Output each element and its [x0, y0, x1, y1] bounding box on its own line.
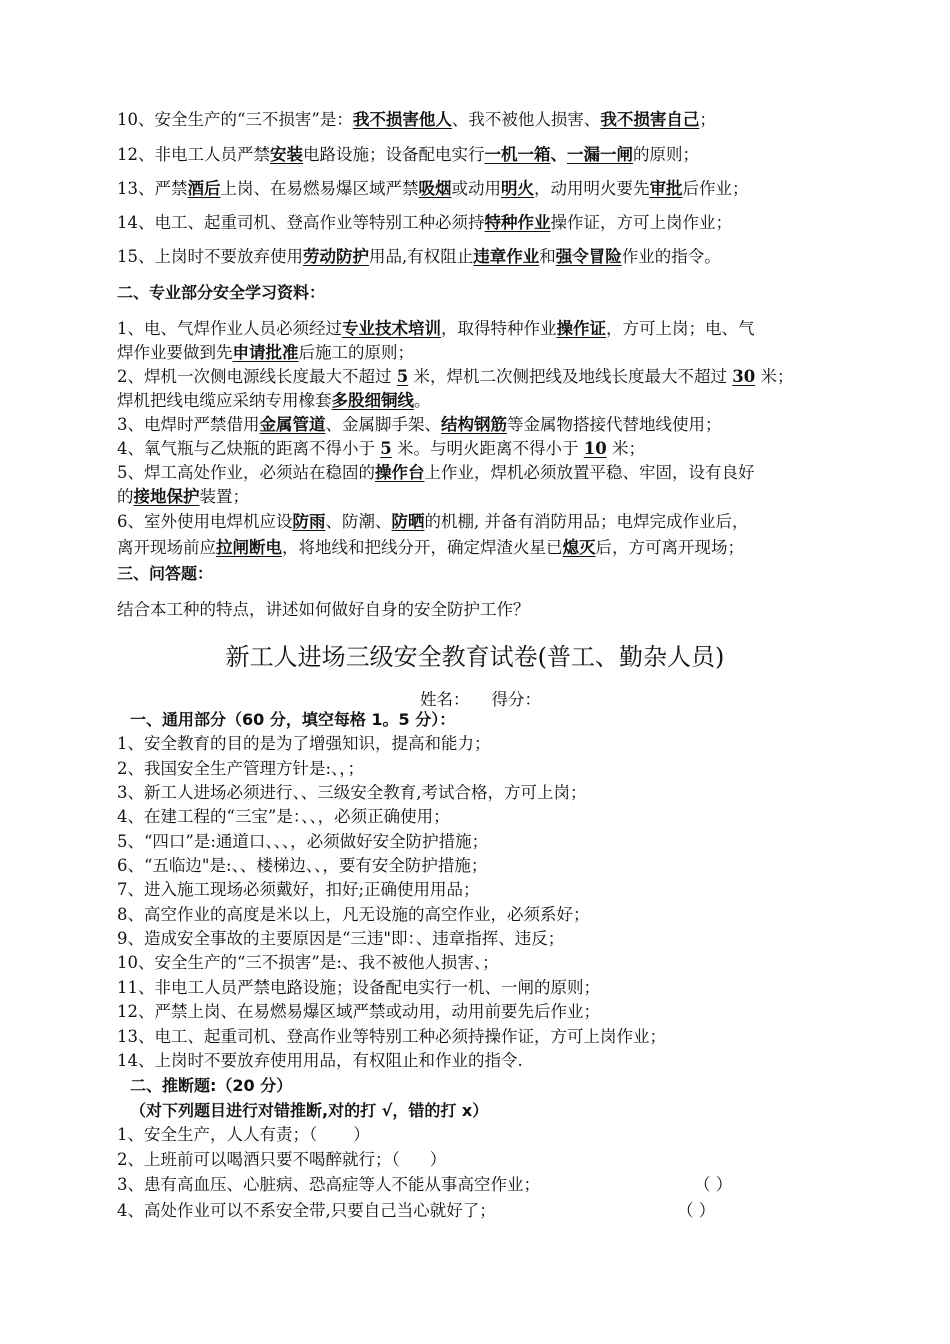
text: ，动用明火要先 [534, 179, 650, 198]
answer: 我不损害他人 [352, 110, 452, 129]
para-2-cont [117, 391, 431, 411]
tf-question [117, 1125, 370, 1145]
exam-question: 12、严禁上岗、在易燃易爆区域严禁或动用，动用前要先后作业； [117, 1002, 600, 1021]
para-6-cont [117, 538, 744, 558]
text: 、防潮、 [325, 512, 392, 531]
exam-question: 6、“五临边"是:、、楼梯边、、，要有安全防护措施； [117, 856, 488, 875]
text: 、我不被他人损害、 [451, 110, 601, 129]
text: 3、患有高血压、心脏病、恐高症等人不能从事高空作业； [117, 1175, 540, 1194]
text: 13、严禁 [117, 179, 188, 198]
text: 后作业； [682, 179, 749, 198]
text: 4、高处作业可以不系安全带,只要自己当心就好了； [117, 1201, 496, 1220]
answer: 金属管道 [259, 415, 326, 434]
item-12 [117, 145, 699, 165]
score-label: 得分： [491, 690, 541, 709]
text: 米； [606, 439, 645, 458]
answer: 违章作业 [473, 247, 540, 266]
text: 1、安全生产，人人有责；（ [117, 1125, 318, 1144]
exam-question: 7、进入施工现场必须戴好，扣好;正确使用用品； [117, 880, 480, 899]
text: ； [699, 110, 716, 129]
answer: 接地保护 [133, 487, 200, 506]
text: ，将地线和把线分开，确定焊渣火星已 [282, 538, 563, 557]
answer: 防晒 [391, 512, 425, 531]
item-15 [117, 247, 721, 267]
essay-question: 结合本工种的特点，讲述如何做好自身的安全防护工作？ [117, 600, 530, 619]
text: 上岗、在易燃易爆区域严禁 [220, 179, 419, 198]
exam-question: 3、新工人进场必须进行、、三级安全教育,考试合格，方可上岗； [117, 783, 587, 802]
exam-question: 10、安全生产的“三不损害”是:、我不被他人损害、； [117, 953, 499, 972]
exam-question: 4、在建工程的“三宝”是：、、，必须正确使用； [117, 807, 450, 826]
text: 4、氧气瓶与乙炔瓶的距离不得小于 [117, 439, 381, 458]
answer: 审批 [649, 179, 683, 198]
text: 5、焊工高处作业，必须站在稳固的 [117, 463, 375, 482]
item-13 [117, 179, 749, 199]
answer-blank[interactable]: ） [429, 1150, 447, 1169]
text: 1、电、气焊作业人员必须经过 [117, 319, 342, 338]
answer-blank[interactable]: ） [353, 1125, 370, 1144]
answer: 5 [396, 367, 409, 386]
answer: 防雨 [292, 512, 326, 531]
name-label: 姓名： [420, 690, 470, 709]
answer: 明火 [501, 179, 534, 198]
answer: 强令冒险 [555, 247, 622, 266]
answer: 安装 [270, 145, 303, 164]
item-14 [117, 213, 732, 233]
para-6 [117, 512, 749, 532]
answer: 熄灭 [562, 538, 596, 557]
text: 6、室外使用电焊机应设 [117, 512, 293, 531]
text: ，取得特种作业 [441, 319, 557, 338]
answer: 一机一箱 [484, 145, 551, 164]
exam-question: 5、“四口”是:通道口、、、，必须做好安全防护措施； [117, 832, 489, 851]
answer: 特种作业 [484, 213, 551, 232]
part-2-note: （对下列题目进行对错推断,对的打 √，错的打 x） [130, 1101, 489, 1120]
text: 14、电工、起重司机、登高作业等特别工种必须持 [117, 213, 485, 232]
text: 作业的指令。 [621, 247, 721, 266]
answer: 操作台 [375, 463, 425, 482]
text: 的原则； [633, 145, 699, 164]
tf-question [117, 1175, 733, 1195]
text: 米。与明火距离不得小于 [391, 439, 584, 458]
exam-question: 8、高空作业的高度是米以上，凡无设施的高空作业，必须系好； [117, 905, 590, 924]
text: 后施工的原则； [298, 343, 414, 362]
text: 装置； [199, 487, 249, 506]
text: 3、电焊时严禁借用 [117, 415, 260, 434]
text: 米，焊机二次侧把线及地线长度最大不超过 [408, 367, 733, 386]
text: 电路设施；设备配电实行 [303, 145, 485, 164]
text: 焊作业要做到先 [117, 343, 233, 362]
answer: 申请批准 [232, 343, 299, 362]
exam-question: 2、我国安全生产管理方针是:、，； [117, 759, 365, 778]
text: 、金属脚手架、 [325, 415, 441, 434]
text: 后，方可离开现场； [595, 538, 744, 557]
para-2 [117, 367, 793, 387]
tf-question [117, 1150, 446, 1170]
answer: 一漏一闸 [567, 145, 633, 164]
text: 15、上岗时不要放弃使用 [117, 247, 303, 266]
answer: 多股细铜线 [331, 391, 414, 410]
text: 操作证，方可上岗作业； [550, 213, 732, 232]
section-3-heading: 三、问答题： [117, 564, 214, 583]
text: 离开现场前应 [117, 538, 216, 557]
answer: 拉闸断电 [216, 538, 282, 557]
answer-blank[interactable]: （ ） [677, 1201, 716, 1220]
exam-question: 9、造成安全事故的主要原因是“三违"即：、违章指挥、违反； [117, 929, 565, 948]
text: 10、安全生产的“三不损害”是： [117, 110, 353, 129]
para-4 [117, 439, 645, 459]
answer: 吸烟 [418, 179, 452, 198]
text: 。 [414, 391, 431, 410]
answer: 我不损害自己 [600, 110, 700, 129]
text: 上作业，焊机必须放置平稳、牢固，设有良好 [424, 463, 755, 482]
text: 等金属物搭接代替地线使用； [507, 415, 722, 434]
answer: 操作证 [556, 319, 606, 338]
text: 2、焊机一次侧电源线长度最大不超过 [117, 367, 397, 386]
exam-question: 11、非电工人员严禁电路设施；设备配电实行一机、一闸的原则； [117, 978, 600, 997]
answer: 5 [380, 439, 392, 458]
exam-question: 14、上岗时不要放弃使用用品，有权阻止和作业的指令. [117, 1051, 523, 1070]
part-1-heading: 一、通用部分（60 分，填空每格 1。5 分）： [130, 710, 456, 729]
section-2-heading: 二、专业部分安全学习资料： [117, 283, 326, 302]
text: 2、上班前可以喝酒只要不喝醉就行；（ [117, 1150, 400, 1169]
answer: 结构钢筋 [441, 415, 507, 434]
text: 用品,有权阻止 [369, 247, 474, 266]
para-1 [117, 319, 755, 339]
answer: 10 [583, 439, 607, 458]
exam-question: 13、电工、起重司机、登高作业等特别工种必须持操作证，方可上岗作业； [117, 1027, 666, 1046]
answer: 酒后 [187, 179, 221, 198]
text: 或动用 [451, 179, 501, 198]
text: ，方可上岗；电、气 [606, 319, 755, 338]
exam-title: 新工人进场三级安全教育试卷(普工、勤杂人员) [225, 643, 725, 671]
para-5-cont [117, 487, 249, 507]
name-score-line [420, 686, 563, 710]
item-10 [117, 110, 716, 130]
para-5 [117, 463, 755, 483]
text: 米； [755, 367, 794, 386]
text: 的机棚, 并备有消防用品；电焊完成作业后， [424, 512, 749, 531]
part-2-heading: 二、推断题:（20 分） [130, 1076, 293, 1095]
para-1-cont [117, 343, 414, 363]
text: 的 [117, 487, 134, 506]
text: 和 [539, 247, 556, 266]
answer: 30 [732, 367, 756, 386]
text: 、 [550, 145, 567, 164]
exam-question: 1、安全教育的目的是为了增强知识，提高和能力； [117, 734, 491, 753]
text: 焊机把线电缆应采纳专用橡套 [117, 391, 332, 410]
answer: 劳动防护 [303, 247, 369, 266]
text: 12、非电工人员严禁 [117, 145, 270, 164]
answer: 专业技术培训 [342, 319, 441, 338]
para-3 [117, 415, 722, 435]
answer-blank[interactable]: （ ） [694, 1175, 733, 1194]
tf-question [117, 1201, 716, 1221]
